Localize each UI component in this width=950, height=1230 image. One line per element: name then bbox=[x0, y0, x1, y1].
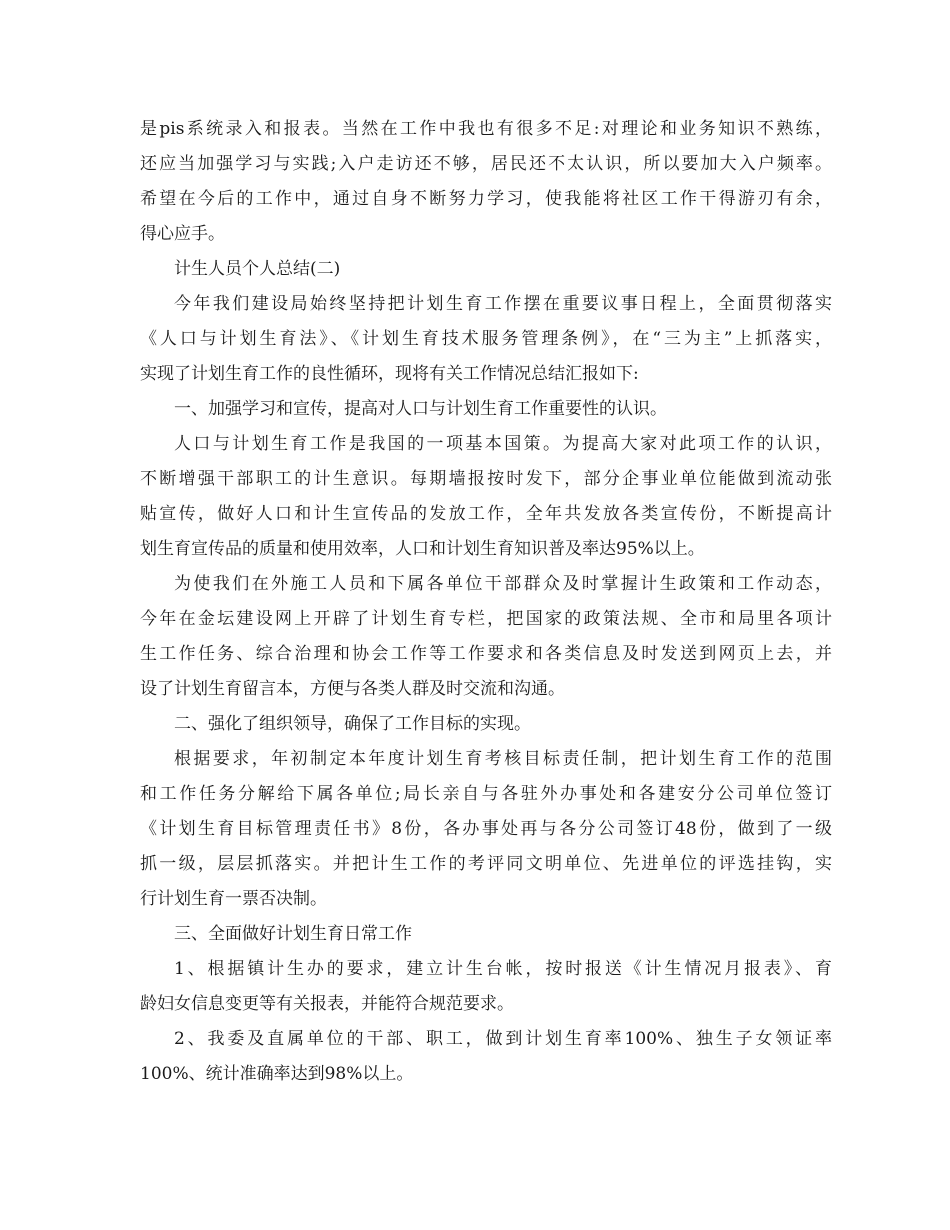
text-line: 人口与计划生育工作是我国的一项基本国策。为提高大家对此项工作的认识， bbox=[174, 434, 832, 454]
text-line: 三、全面做好计划生育日常工作 bbox=[174, 924, 412, 944]
text-line: 《人口与计划生育法》、《计划生育技术服务管理条例》，在“三为主”上抓落实， bbox=[140, 329, 832, 349]
document-body bbox=[140, 112, 832, 1092]
text-line: 划生育宣传品的质量和使用效率，人口和计划生育知识普及率达95%以上。 bbox=[140, 539, 705, 559]
text-line: 得心应手。 bbox=[140, 224, 225, 244]
text-line: 设了计划生育留言本，方便与各类人群及时交流和沟通。 bbox=[140, 679, 565, 699]
text-line: 为使我们在外施工人员和下属各单位干部群众及时掌握计生政策和工作动态， bbox=[174, 574, 832, 594]
text-line: 《计划生育目标管理责任书》8份，各办事处再与各分公司签订48份，做到了一级 bbox=[140, 819, 832, 839]
text-line: 不断增强干部职工的计生意识。每期墙报按时发下，部分企事业单位能做到流动张 bbox=[140, 469, 832, 489]
text-line: 计生人员个人总结(二) bbox=[174, 259, 341, 279]
text-line: 还应当加强学习与实践;入户走访还不够，居民还不太认识，所以要加大入户频率。 bbox=[140, 154, 832, 174]
text-line: 行计划生育一票否决制。 bbox=[140, 889, 327, 909]
text-line: 龄妇女信息变更等有关报表，并能符合规范要求。 bbox=[140, 994, 514, 1014]
text-line: 贴宣传，做好人口和计生宣传品的发放工作，全年共发放各类宣传份，不断提高计 bbox=[140, 504, 832, 524]
text-line: 一、加强学习和宣传，提高对人口与计划生育工作重要性的认识。 bbox=[174, 399, 667, 419]
text-line: 和工作任务分解给下属各单位;局长亲自与各驻外办事处和各建安分公司单位签订 bbox=[140, 784, 832, 804]
text-line: 抓一级，层层抓落实。并把计生工作的考评同文明单位、先进单位的评选挂钩，实 bbox=[140, 854, 832, 874]
text-line: 二、强化了组织领导，确保了工作目标的实现。 bbox=[174, 714, 531, 734]
text-line: 2、我委及直属单位的干部、职工，做到计划生育率100%、独生子女领证率 bbox=[174, 1029, 832, 1049]
text-line: 1、根据镇计生办的要求，建立计生台帐，按时报送《计生情况月报表》、育 bbox=[174, 959, 832, 979]
text-line: 希望在今后的工作中，通过自身不断努力学习，使我能将社区工作干得游刃有余， bbox=[140, 189, 832, 209]
text-line: 100%、统计准确率达到98%以上。 bbox=[140, 1064, 414, 1084]
text-line: 今年在金坛建设网上开辟了计划生育专栏，把国家的政策法规、全市和局里各项计 bbox=[140, 609, 832, 629]
text-line: 根据要求，年初制定本年度计划生育考核目标责任制，把计划生育工作的范围 bbox=[174, 749, 832, 769]
text-line: 实现了计划生育工作的良性循环，现将有关工作情况总结汇报如下: bbox=[140, 364, 639, 384]
text-line: 是pis系统录入和报表。当然在工作中我也有很多不足:对理论和业务知识不熟练， bbox=[140, 119, 832, 139]
text-line: 今年我们建设局始终坚持把计划生育工作摆在重要议事日程上，全面贯彻落实 bbox=[174, 294, 832, 314]
text-line: 生工作任务、综合治理和协会工作等工作要求和各类信息及时发送到网页上去，并 bbox=[140, 644, 832, 664]
